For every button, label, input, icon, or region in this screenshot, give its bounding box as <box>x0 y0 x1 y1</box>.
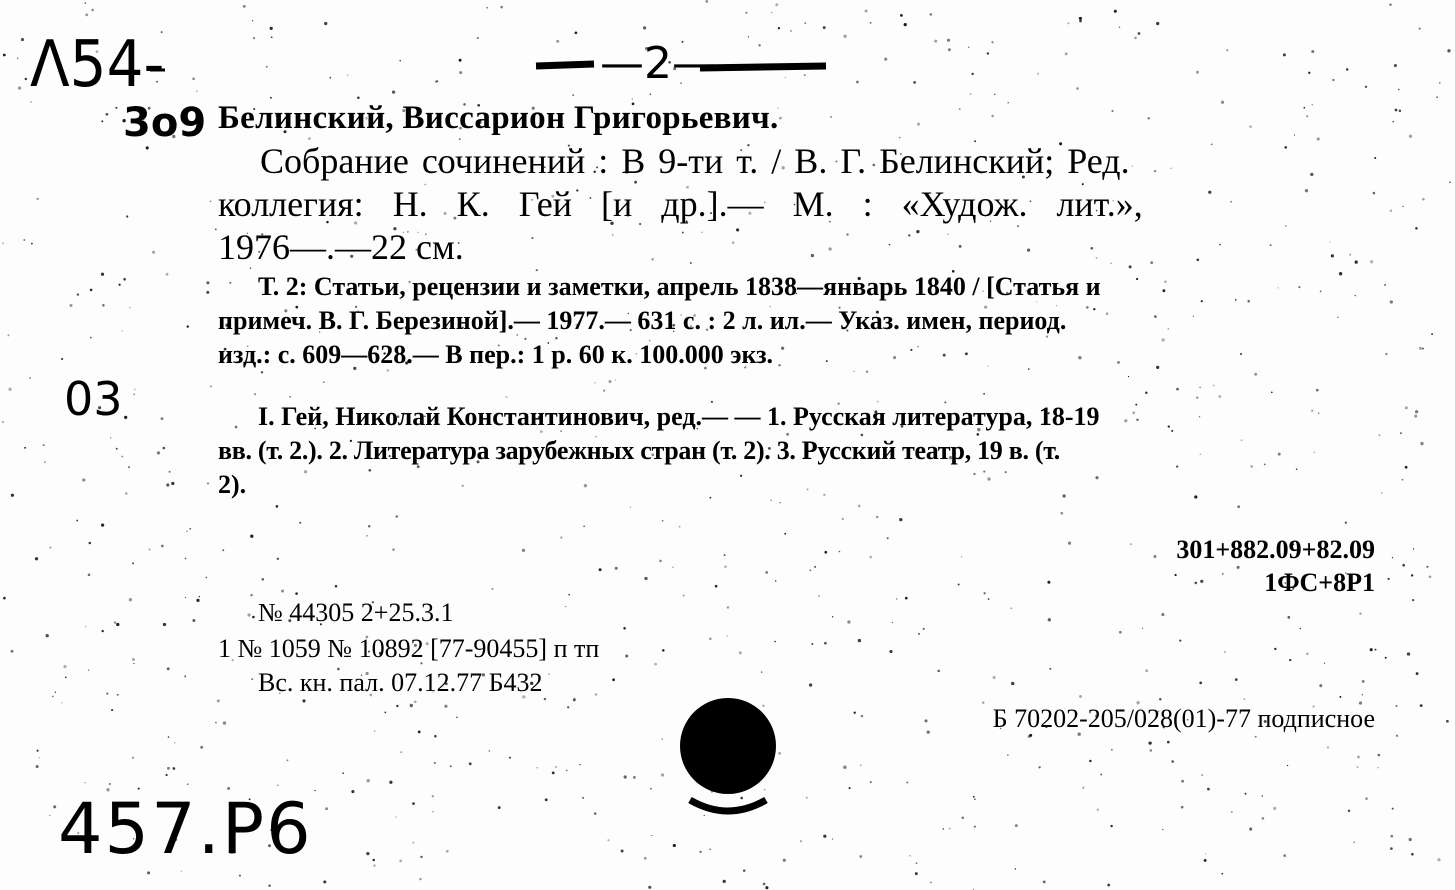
title-line-1: Собрание сочинений : В 9-ти т. / В. Г. Белинский; Ред. <box>260 141 1130 181</box>
handwritten-top-center: —2— <box>600 38 716 89</box>
subject-line-3: 2). <box>218 470 247 499</box>
handwritten-side-mark: 03 <box>64 372 123 426</box>
volume-line-2: примеч. В. Г. Березиной].— 1977.— 631 с. : 2 л. ил.— Указ. имен, период. <box>218 306 1067 335</box>
handwritten-number-code: 3о9 <box>123 100 207 146</box>
punch-hole <box>680 698 776 794</box>
subscription-code: Б 70202-205/028(01)-77 подписное <box>992 704 1375 733</box>
volume-line-3: изд.: с. 609—628.— В пер.: 1 р. 60 к. 100.000 экз. <box>218 340 774 369</box>
record-line-2: 1 № 1059 № 10892 [77-90455] п тп <box>218 634 600 663</box>
record-line-3: Вс. кн. пал. 07.12.77 Б432 <box>258 668 543 697</box>
author-heading: Белинский, Виссарион Григорьевич. <box>218 100 779 136</box>
handwritten-bottom-code: 457.P6 <box>58 788 313 870</box>
record-line-1: № 44305 2+25.3.1 <box>258 598 454 627</box>
title-line-3: 1976—.—22 см. <box>218 227 464 267</box>
subject-line-2: вв. (т. 2.). 2. Литература зарубежных стран (т. 2). 3. Русский театр, 19 в. (т. <box>218 436 1060 465</box>
volume-line-1: Т. 2: Статьи, рецензии и заметки, апрель 1838—январь 1840 / [Статья и <box>258 272 1101 301</box>
udc-code: 301+882.09+82.09 <box>1176 535 1375 564</box>
handwritten-top-left-code: Λ54- <box>30 26 165 102</box>
bbk-code: 1ФС+8Р1 <box>1264 568 1375 597</box>
subject-line-1: I. Гей, Николай Константинович, ред.— — 1. Русская литература, 18-19 <box>258 402 1100 431</box>
title-line-2: коллегия: Н. К. Гей [и др.].— М. : «Худож. лит.», <box>218 184 1143 224</box>
